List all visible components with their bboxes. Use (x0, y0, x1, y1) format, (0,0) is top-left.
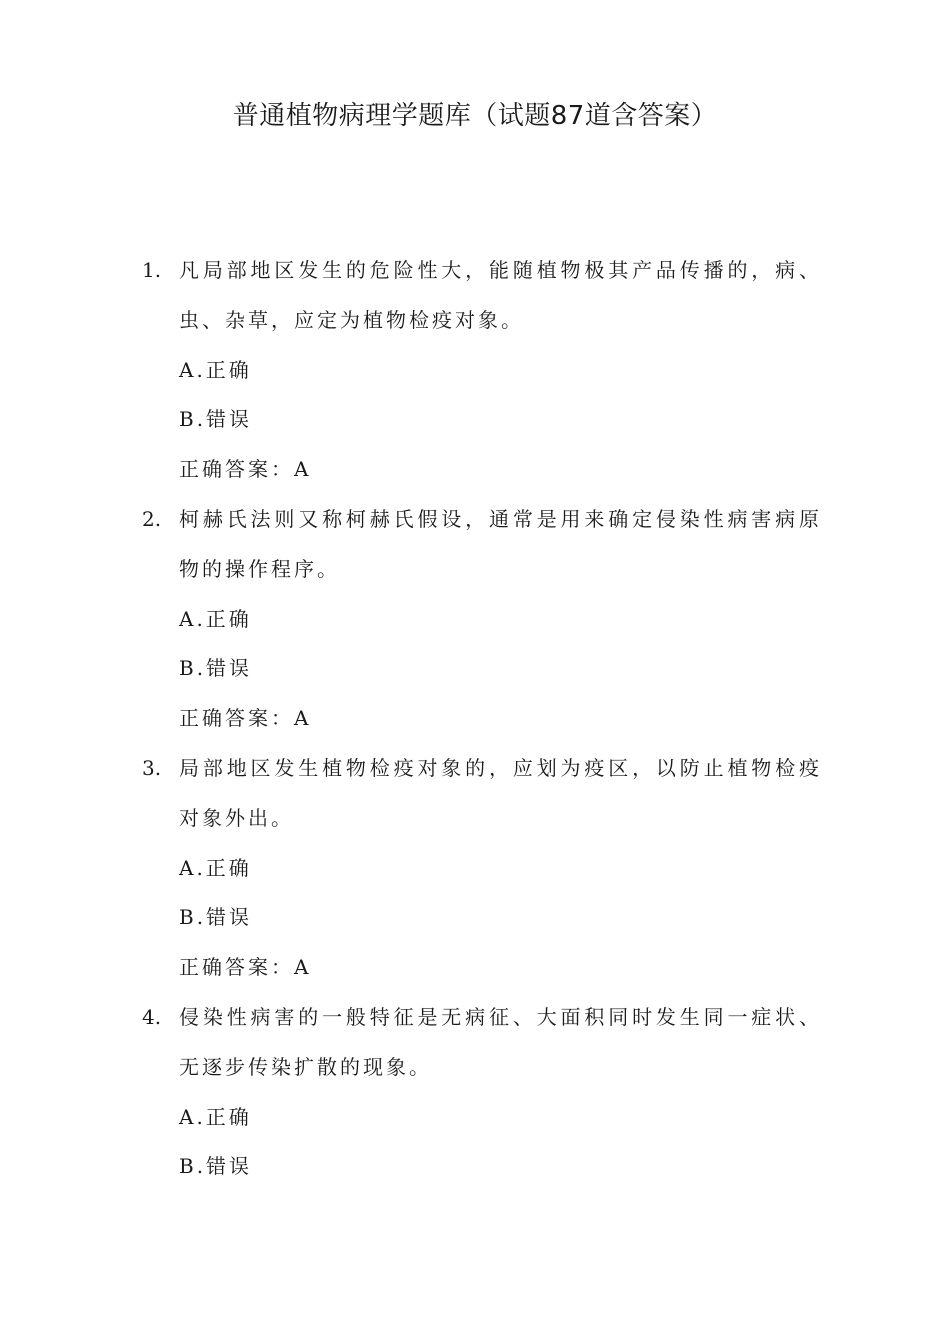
question-number: 4. (142, 1004, 162, 1029)
question-list (142, 246, 822, 1192)
question-1 (142, 246, 822, 495)
question-stem (142, 744, 822, 844)
question-text: 局部地区发生植物检疫对象的，应划为疫区，以防止植物检疫对象外出。 (179, 755, 822, 830)
question-number: 1. (142, 258, 162, 282)
question-number: 2. (142, 506, 162, 531)
option-a: A.正确 (179, 606, 252, 631)
answer-line: 正确答案：A (179, 457, 312, 482)
question-text: 侵染性病害的一般特征是无病征、大面积同时发生同一症状、无逐步传染扩散的现象。 (179, 1004, 822, 1079)
answer-line: 正确答案：A (179, 955, 312, 980)
question-number: 3. (142, 755, 162, 780)
option-b: B.错误 (179, 656, 253, 681)
question-text: 凡局部地区发生的危险性大，能随植物极其产品传播的，病、虫、杂草，应定为植物检疫对象。 (179, 258, 822, 332)
answer-line: 正确答案：A (179, 706, 312, 731)
question-stem (142, 495, 822, 595)
option-b: B.错误 (179, 407, 253, 432)
question-2 (142, 495, 822, 744)
option-b: B.错误 (179, 1154, 253, 1179)
option-a: A.正确 (179, 855, 252, 880)
question-stem (142, 993, 822, 1093)
question-3 (142, 744, 822, 993)
question-stem (142, 246, 822, 346)
option-b: B.错误 (179, 905, 253, 930)
question-4 (142, 993, 822, 1192)
document-title: 普通植物病理学题库（试题87道含答案） (232, 101, 718, 131)
option-a: A.正确 (179, 357, 252, 382)
question-text: 柯赫氏法则又称柯赫氏假设，通常是用来确定侵染性病害病原物的操作程序。 (179, 506, 822, 581)
option-a: A.正确 (179, 1104, 252, 1129)
